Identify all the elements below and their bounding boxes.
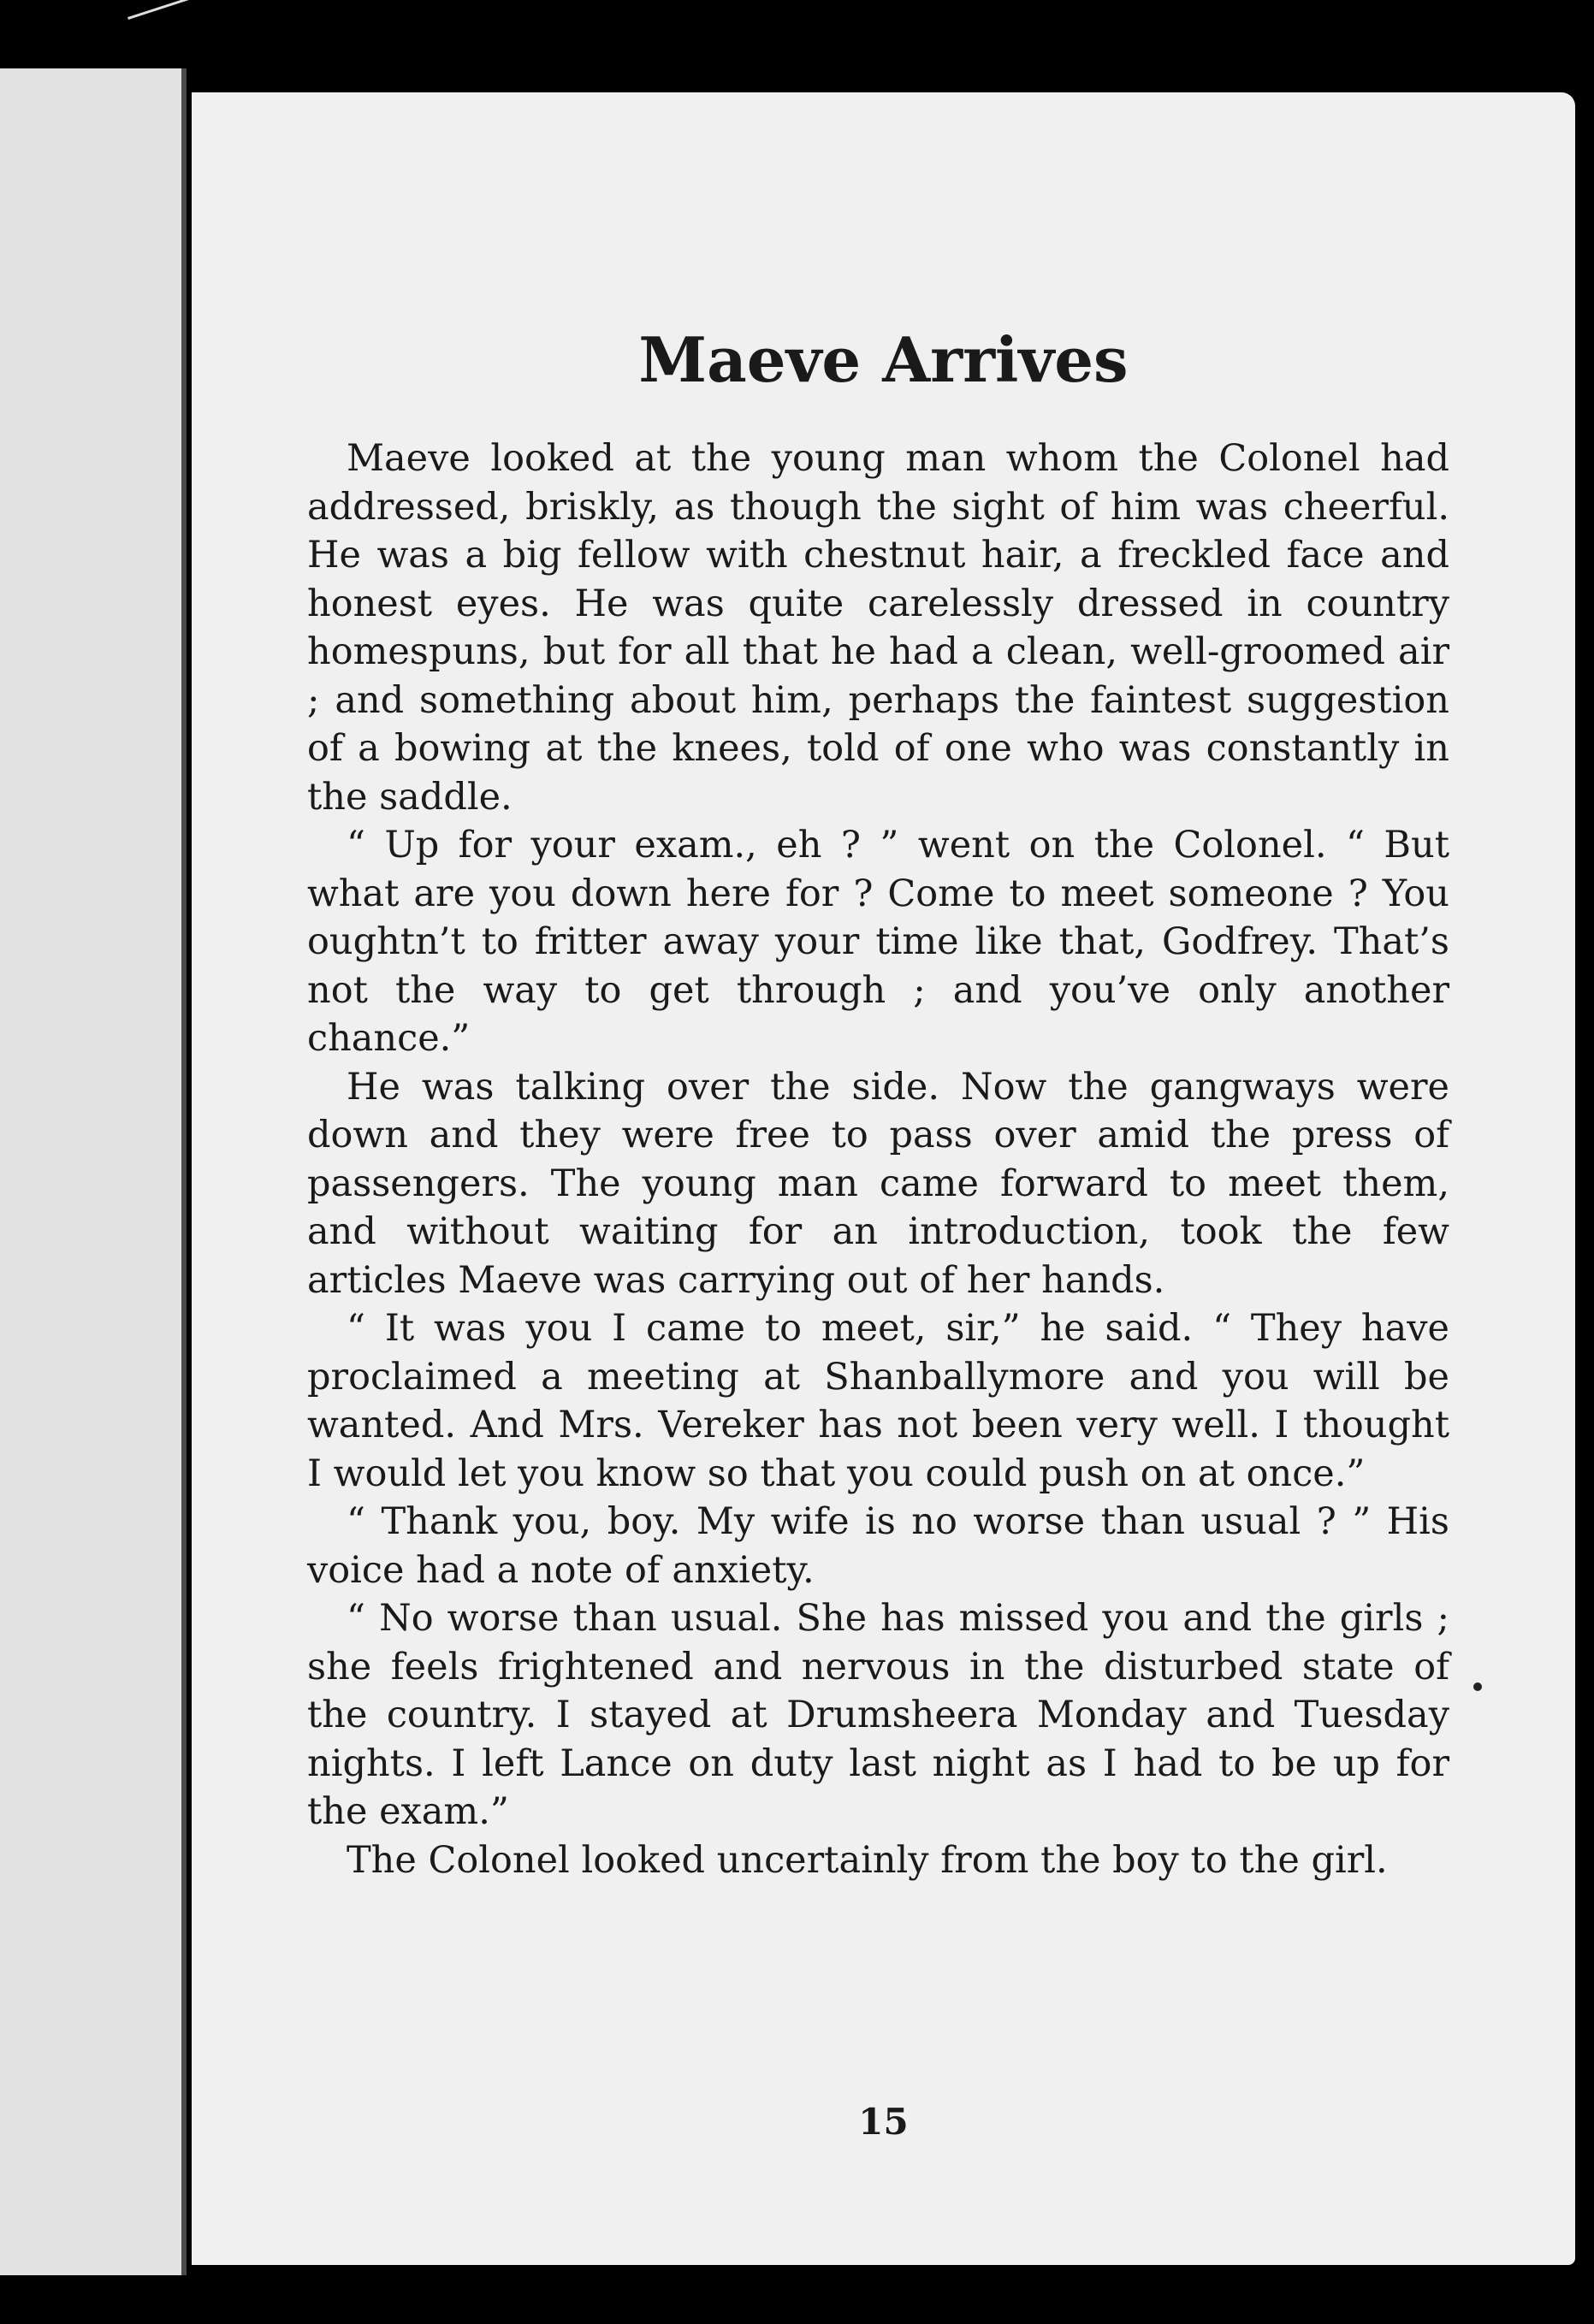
- chapter-title: Maeve Arrives: [638, 323, 1129, 396]
- book-page: [192, 92, 1575, 2265]
- paragraph: The Colonel looked uncertainly from the boy to the girl.: [347, 1838, 1388, 1882]
- page-corner-tab: [122, 0, 242, 20]
- paragraph: “ Up for your exam., eh ? ” went on the Colonel. “ But what are you down here for ? Come to meet someone ? You oughtn’t to fritter away your time like that, Godfrey. That’s not the way to get through ; and you’ve only another chance.”: [307, 824, 1449, 1060]
- paragraph: “ No worse than usual. She has missed you and the girls ; she feels frightened and nervous in the disturbed state of the country. I stayed at Drumsheera Monday and Tuesday nights. I left Lance on duty last night as I had to be up for the exam.”: [307, 1597, 1449, 1833]
- ink-spot: [1473, 1682, 1482, 1691]
- book-binding: [181, 68, 187, 2275]
- paragraph: Maeve looked at the young man whom the Colonel had addressed, briskly, as though the sight of him was cheerful. He was a big fellow with chestnut hair, a freckled face and honest eyes. He was quite carelessly dressed in country homespuns, but for all that he had a clean, well-groomed air ; and something about him, perhaps the faintest suggestion of a bowing at the knees, told of one who was constantly in the saddle.: [307, 437, 1449, 819]
- page-number: 15: [858, 2101, 909, 2143]
- paragraph: “ It was you I came to meet, sir,” he said. “ They have proclaimed a meeting at Shanballymore and you will be wanted. And Mrs. Vereker has not been very well. I thought I would let you know so that you could push on at once.”: [307, 1307, 1449, 1495]
- left-page-edge: [0, 68, 184, 2275]
- paragraph: He was talking over the side. Now the gangways were down and they were free to pass over amid the press of passengers. The young man came forward to meet them, and without waiting for an introduction, took the few articles Maeve was carrying out of her hands.: [307, 1065, 1449, 1302]
- body-text: [307, 435, 1449, 1884]
- paragraph: “ Thank you, boy. My wife is no worse than usual ? ” His voice had a note of anxiety.: [307, 1500, 1449, 1592]
